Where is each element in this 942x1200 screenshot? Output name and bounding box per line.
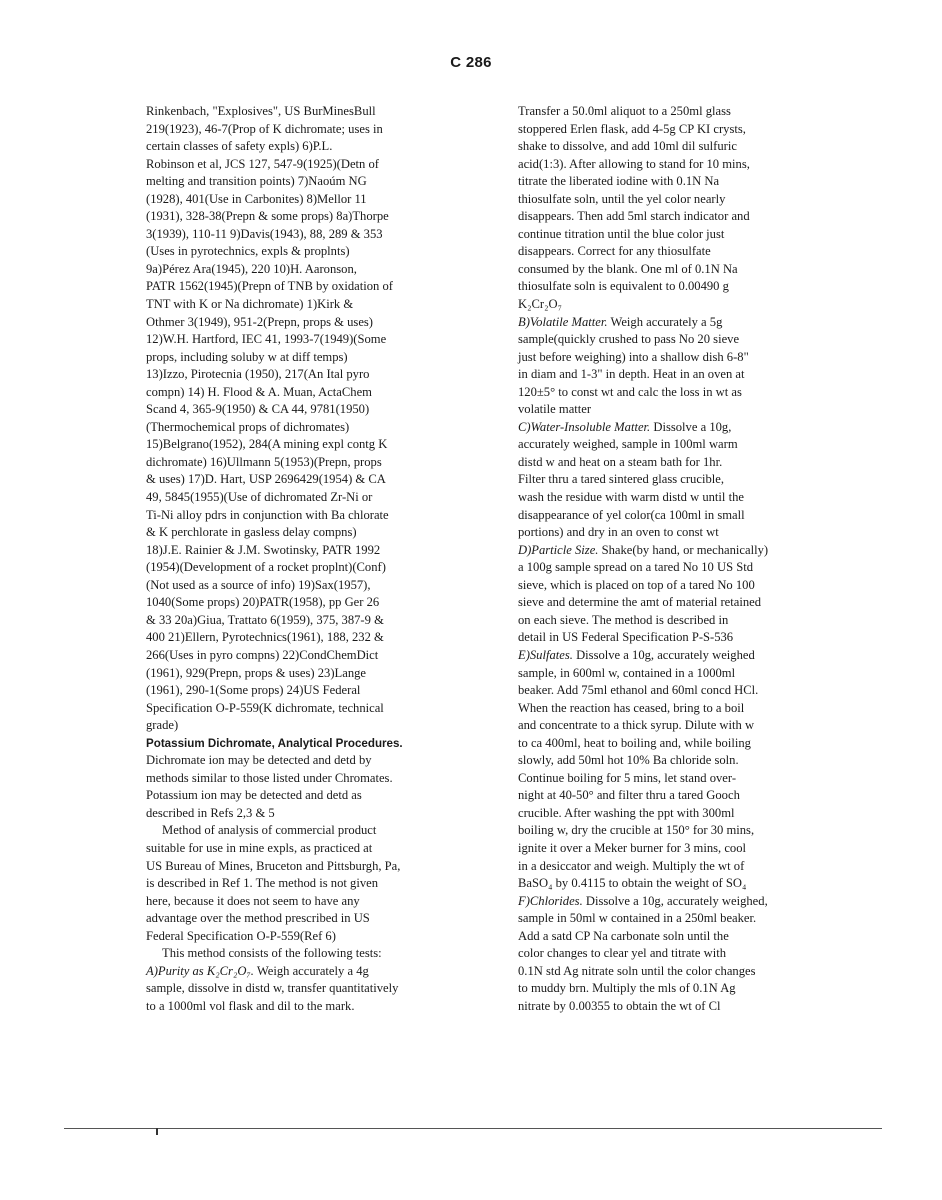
test-b-label: B)Volatile Matter. xyxy=(518,314,608,329)
text-line: night at 40-50° and filter thru a tared Gooch xyxy=(518,788,740,803)
text-fragment: Shake(by hand, or mechanically) xyxy=(598,542,769,557)
text-line: to ca 400ml, heat to boiling and, while boiling xyxy=(518,735,751,750)
text-line: Potassium ion may be detected and detd as xyxy=(146,788,362,803)
text-line: in a desiccator and weigh. Multiply the wt of xyxy=(518,858,745,873)
text-line: sample(quickly crushed to pass No 20 sieve xyxy=(518,332,740,347)
text-line: accurately weighed, sample in 100ml warm xyxy=(518,437,738,452)
text-line: Rinkenbach, "Explosives", US BurMinesBull xyxy=(146,104,376,118)
text-line: 9a)Pérez Ara(1945), 220 10)H. Aaronson, xyxy=(146,261,357,276)
text-line: distd w and heat on a steam bath for 1hr. xyxy=(518,454,723,469)
text-line: (1928), 401(Use in Carbonites) 8)Mellor 11 xyxy=(146,191,367,206)
text-line: dichromate) 16)Ullmann 5(1953)(Prepn, props xyxy=(146,454,382,469)
test-c-line xyxy=(518,419,852,437)
test-a-label: A)Purity as K₂Cr₂O₇. xyxy=(146,963,254,978)
text-line: Transfer a 50.0ml aliquot to a 250ml glass xyxy=(518,104,731,118)
test-c-insoluble xyxy=(518,419,852,542)
text-line: disappearance of yel color(ca 100ml in small xyxy=(518,507,745,522)
references-block xyxy=(146,103,466,735)
text-line: Add a satd CP Na carbonate soln until the xyxy=(518,928,729,943)
text-line: melting and transition points) 7)Naoúm NG xyxy=(146,174,367,189)
test-b-volatile xyxy=(518,314,852,419)
text-line: sieve, which is placed on top of a tared No 100 xyxy=(518,577,755,592)
text-line: sample in 50ml w contained in a 250ml beaker. xyxy=(518,911,757,926)
text-line: disappears. Correct for any thiosulfate xyxy=(518,244,711,259)
text-line: & K perchlorate in gasless delay compns) xyxy=(146,525,357,540)
footer-rule xyxy=(64,1128,882,1129)
text-line: & 33 20a)Giua, Trattato 6(1959), 375, 387-9 & xyxy=(146,612,384,627)
text-line: 13)Izzo, Pirotecnia (1950), 217(An Ital pyro xyxy=(146,367,370,382)
test-e-sulfates xyxy=(518,647,852,893)
test-e-label: E)Sulfates. xyxy=(518,647,573,662)
purity-continuation xyxy=(518,103,852,314)
text-fragment: Weigh accurately a 5g xyxy=(607,314,723,329)
text-line: continue titration until the blue color just xyxy=(518,226,725,241)
text-line: Robinson et al, JCS 127, 547-9(1925)(Detn of xyxy=(146,156,379,171)
text-line: (1961), 290-1(Some props) 24)US Federal xyxy=(146,683,361,698)
text-fragment: Dissolve a 10g, xyxy=(650,419,732,434)
intro-paragraph xyxy=(146,752,466,822)
text-line: to muddy brn. Multiply the mls of 0.1N Ag xyxy=(518,981,736,996)
text-line: Continue boiling for 5 mins, let stand over- xyxy=(518,770,737,785)
text-line: 120±5° to const wt and calc the loss in wt as xyxy=(518,384,742,399)
text-fragment: Dissolve a 10g, accurately weighed, xyxy=(582,893,768,908)
text-line: 266(Uses in pyro compns) 22)CondChemDict xyxy=(146,647,379,662)
text-fragment: Weigh accurately a 4g xyxy=(253,963,369,978)
text-line: wash the residue with warm distd w until the xyxy=(518,490,744,505)
text-line: 15)Belgrano(1952), 284(A mining expl contg K xyxy=(146,437,388,452)
text-line: nitrate by 0.00355 to obtain the wt of Cl xyxy=(518,998,721,1013)
text-line: grade) xyxy=(146,718,179,733)
text-line: and concentrate to a thick syrup. Dilute with w xyxy=(518,718,755,733)
text-line: sample, in 600ml w, contained in a 1000ml xyxy=(518,665,736,680)
text-line: 400 21)Ellern, Pyrotechnics(1961), 188, 232 & xyxy=(146,630,384,645)
text-line: (1931), 328-38(Prepn & some props) 8a)Thorpe xyxy=(146,209,389,224)
text-line: Scand 4, 365-9(1950) & CA 44, 9781(1950) xyxy=(146,402,370,417)
text-line: props, including soluby w at diff temps) xyxy=(146,349,348,364)
text-line: K₂Cr₂O₇ xyxy=(518,297,562,312)
left-column xyxy=(146,103,466,1015)
text-line: When the reaction has ceased, bring to a boil xyxy=(518,700,745,715)
text-line: Othmer 3(1949), 951-2(Prepn, props & uses) xyxy=(146,314,374,329)
text-line: methods similar to those listed under Chromates. xyxy=(146,770,393,785)
text-line: volatile matter xyxy=(518,402,592,417)
text-line: disappears. Then add 5ml starch indicator and xyxy=(518,209,750,224)
text-line: 219(1923), 46-7(Prop of K dichromate; uses in xyxy=(146,121,383,136)
text-line: thiosulfate soln is equivalent to 0.00490 g xyxy=(518,279,729,294)
text-line: BaSO₄ by 0.4115 to obtain the weight of SO₄ xyxy=(518,876,747,891)
text-line: (Not used as a source of info) 19)Sax(1957), xyxy=(146,577,371,592)
method-paragraph xyxy=(146,822,466,945)
text-line: here, because it does not seem to have any xyxy=(146,893,360,908)
text-line: on each sieve. The method is described in xyxy=(518,612,729,627)
text-line: advantage over the method prescribed in US xyxy=(146,911,370,926)
text-line: is described in Ref 1. The method is not given xyxy=(146,876,379,891)
text-line: sample, dissolve in distd w, transfer quantitatively xyxy=(146,981,399,996)
text-line: Method of analysis of commercial product xyxy=(162,823,377,838)
text-line: sieve and determine the amt of material retained xyxy=(518,595,762,610)
text-line: (1961), 929(Prepn, props & uses) 23)Lange xyxy=(146,665,366,680)
tests-paragraph xyxy=(146,945,466,1015)
text-line: 0.1N std Ag nitrate soln until the color changes xyxy=(518,963,756,978)
text-line: thiosulfate soln, until the yel color nearly xyxy=(518,191,726,206)
text-line: & uses) 17)D. Hart, USP 2696429(1954) & CA xyxy=(146,472,386,487)
text-line: in diam and 1-3" in depth. Heat in an oven at xyxy=(518,367,745,382)
text-line: acid(1:3). After allowing to stand for 10 mins, xyxy=(518,156,750,171)
text-line: shake to dissolve, and add 10ml dil sulfuric xyxy=(518,139,737,154)
text-line: detail in US Federal Specification P-S-536 xyxy=(518,630,734,645)
text-line: This method consists of the following tests: xyxy=(162,946,382,961)
text-line: boiling w, dry the crucible at 150° for 30 mins, xyxy=(518,823,755,838)
text-line: portions) and dry in an oven to const wt xyxy=(518,525,719,540)
text-line: Ti-Ni alloy pdrs in conjunction with Ba chlorate xyxy=(146,507,389,522)
test-e-line xyxy=(518,647,852,665)
text-line: described in Refs 2,3 & 5 xyxy=(146,805,275,820)
text-line: color changes to clear yel and titrate with xyxy=(518,946,727,961)
text-line: slowly, add 50ml hot 10% Ba chloride soln. xyxy=(518,753,739,768)
test-b-line xyxy=(518,314,852,332)
text-line: 12)W.H. Hartford, IEC 41, 1993-7(1949)(Some xyxy=(146,332,387,347)
text-line: suitable for use in mine expls, as practiced at xyxy=(146,840,373,855)
text-line: certain classes of safety expls) 6)P.L. xyxy=(146,139,333,154)
text-line: Specification O-P-559(K dichromate, technical xyxy=(146,700,384,715)
text-fragment: Dissolve a 10g, accurately weighed xyxy=(572,647,755,662)
text-line: US Bureau of Mines, Bruceton and Pittsburgh, Pa, xyxy=(146,858,401,873)
text-line: a 100g sample spread on a tared No 10 US Std xyxy=(518,560,754,575)
test-d-line xyxy=(518,542,852,560)
test-d-label: D)Particle Size. xyxy=(518,542,599,557)
text-line: ignite it over a Meker burner for 3 mins, cool xyxy=(518,840,747,855)
text-line: crucible. After washing the ppt with 300ml xyxy=(518,805,735,820)
text-line: consumed by the blank. One ml of 0.1N Na xyxy=(518,261,738,276)
footer-tick-mark xyxy=(156,1128,158,1135)
page-number: C 286 xyxy=(450,54,492,71)
test-f-line xyxy=(518,893,852,911)
test-c-label: C)Water-Insoluble Matter. xyxy=(518,419,651,434)
section-heading: Potassium Dichromate, Analytical Procedures. xyxy=(146,736,403,750)
text-line: compn) 14) H. Flood & A. Muan, ActaChem xyxy=(146,384,372,399)
text-line: Dichromate ion may be detected and detd by xyxy=(146,753,372,768)
text-line: (1954)(Development of a rocket proplnt)(Conf) xyxy=(146,560,386,575)
test-f-chlorides xyxy=(518,893,852,1016)
text-line: 18)J.E. Rainier & J.M. Swotinsky, PATR 1992 xyxy=(146,542,381,557)
text-line: beaker. Add 75ml ethanol and 60ml concd HCl. xyxy=(518,683,759,698)
text-line: Federal Specification O-P-559(Ref 6) xyxy=(146,928,336,943)
test-a-line xyxy=(146,963,466,981)
text-line: just before weighing) into a shallow dish 6-8" xyxy=(518,349,749,364)
text-line: Filter thru a tared sintered glass crucible, xyxy=(518,472,724,487)
text-line: TNT with K or Na dichromate) 1)Kirk & xyxy=(146,297,354,312)
right-column xyxy=(518,103,852,1015)
text-line: (Thermochemical props of dichromates) xyxy=(146,419,350,434)
text-line: to a 1000ml vol flask and dil to the mark. xyxy=(146,998,355,1013)
test-d-particle-size xyxy=(518,542,852,647)
text-line: PATR 1562(1945)(Prepn of TNB by oxidation of xyxy=(146,279,393,294)
text-line: titrate the liberated iodine with 0.1N Na xyxy=(518,174,720,189)
text-line: 1040(Some props) 20)PATR(1958), pp Ger 26 xyxy=(146,595,380,610)
text-line: (Uses in pyrotechnics, expls & proplnts) xyxy=(146,244,350,259)
test-f-label: F)Chlorides. xyxy=(518,893,583,908)
text-line: stoppered Erlen flask, add 4-5g CP KI crysts, xyxy=(518,121,746,136)
text-line: 49, 5845(1955)(Use of dichromated Zr-Ni or xyxy=(146,490,373,505)
text-line: 3(1939), 110-11 9)Davis(1943), 88, 289 & 353 xyxy=(146,226,383,241)
